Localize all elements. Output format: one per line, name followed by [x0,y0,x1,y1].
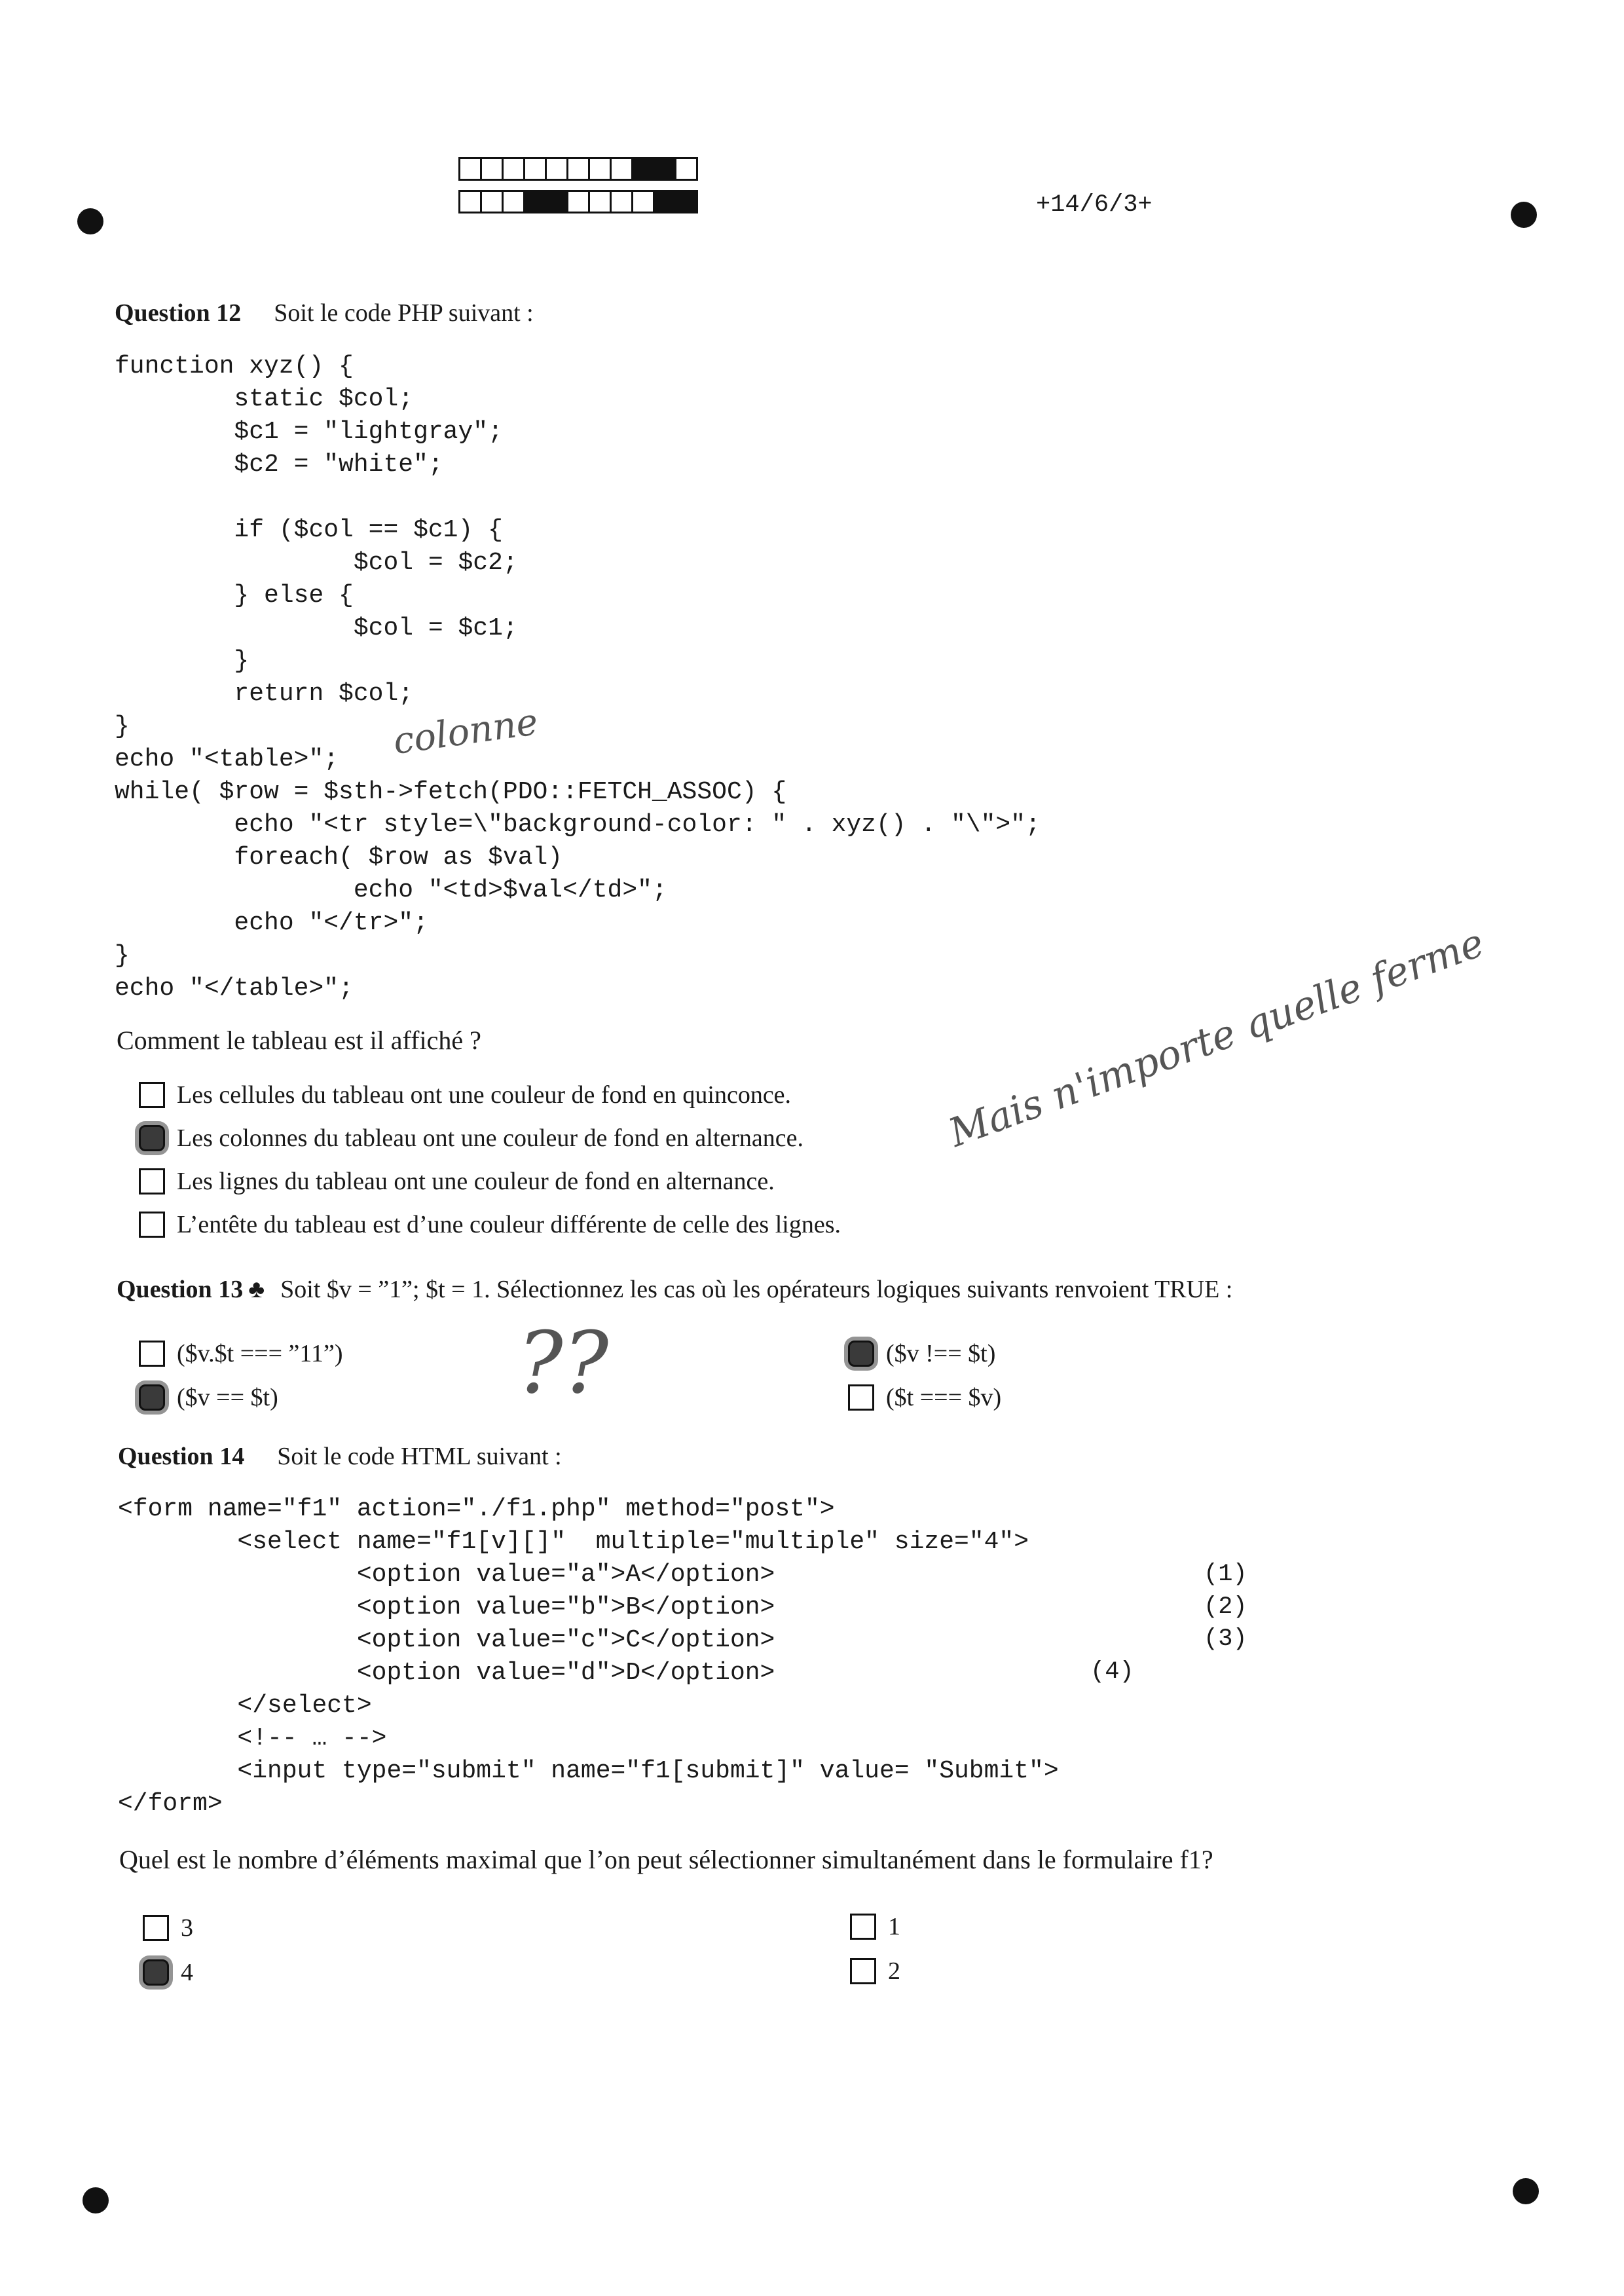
handwritten-question-marks: ?? [517,1313,609,1413]
question-intro: Soit le code PHP suivant : [274,299,534,327]
club-icon: ♣ [248,1276,265,1303]
id-cell-empty [566,190,590,213]
q12-answer-4[interactable] [139,1210,841,1239]
checkbox-checked[interactable] [848,1341,874,1367]
question-14-prompt: Quel est le nombre d’éléments maximal que l’on peut sélectionner simultanément dans le formulaire f1? [119,1845,1213,1874]
q12-answer-3[interactable] [139,1167,775,1196]
id-cell-empty [588,157,612,181]
question-13-header [117,1275,1232,1304]
page-code: +14/6/3+ [1036,191,1153,219]
checkbox-checked[interactable] [139,1384,165,1411]
option-mark-3: (3) [1204,1625,1247,1653]
question-intro: Soit le code HTML suivant : [277,1443,562,1470]
student-id-row-1 [458,157,696,181]
answer-label: 3 [181,1914,193,1942]
handwritten-annotation-colonne: colonne [390,700,541,764]
id-cell-empty [588,190,612,213]
handwritten-annotation-side: Mais n'importe quelle ferme [943,919,1490,1157]
q13-answer-3[interactable] [848,1339,995,1368]
checkbox[interactable] [850,1914,876,1940]
id-cell-empty [458,190,482,213]
checkbox-checked[interactable] [139,1125,165,1151]
answer-label: ($v == $t) [177,1384,278,1411]
php-code-block: function xyz() { static $col; $c1 = "lightgray"; $c2 = "white"; if ($col == $c1) { $col = $c2; } else { $col = $c1; } return $col; } echo "<table>"; while( $row = $sth->fetch(PDO::FETCH_ASSOC) { echo "<tr style=\"background-color: " . xyz() . "\">"; foreach( $row as $val) echo "<td>$val</td>"; echo "</tr>"; } echo "</table>"; [115,352,1041,1003]
q12-answer-2[interactable] [139,1124,803,1153]
q12-answer-1[interactable] [139,1081,791,1109]
checkbox[interactable] [139,1082,165,1108]
question-number: Question 12 [115,299,242,327]
id-cell-filled [653,157,676,181]
checkbox[interactable] [139,1212,165,1238]
answer-label: ($v.$t === ”11”) [177,1340,343,1367]
q13-answer-2[interactable] [139,1383,278,1412]
answer-label: Les cellules du tableau ont une couleur de fond en quinconce. [177,1081,792,1109]
option-mark-2: (2) [1204,1593,1247,1621]
id-cell-empty [610,157,633,181]
answer-label: Les colonnes du tableau ont une couleur de fond en alternance. [177,1124,804,1152]
answer-label: 1 [888,1913,900,1940]
id-cell-filled [674,190,698,213]
answer-label: 4 [181,1959,193,1986]
id-cell-empty [674,157,698,181]
question-number: Question 13 [117,1276,244,1303]
id-cell-empty [566,157,590,181]
question-12-prompt: Comment le tableau est il affiché ? [117,1026,481,1055]
q13-answer-4[interactable] [848,1383,1001,1412]
id-cell-filled [545,190,568,213]
registration-dot-bottom-left [83,2187,109,2213]
q14-answer-2[interactable] [143,1958,193,1987]
question-intro: Soit $v = ”1”; $t = 1. Sélectionnez les cas où les opérateurs logiques suivants renvoient TRUE : [280,1276,1233,1303]
id-cell-filled [523,190,547,213]
id-cell-empty [502,190,525,213]
id-cell-filled [653,190,676,213]
question-number: Question 14 [118,1443,245,1470]
id-cell-empty [523,157,547,181]
id-cell-empty [480,190,504,213]
q14-answer-3[interactable] [850,1912,900,1941]
id-cell-empty [631,190,655,213]
id-cell-empty [480,157,504,181]
answer-label: 2 [888,1957,900,1985]
q13-answer-1[interactable] [139,1339,343,1368]
registration-dot-top-right [1511,202,1537,228]
html-code-block: <form name="f1" action="./f1.php" method="post"> <select name="f1[v][]" multiple="multiple" size="4"> <option value="a">A</option> <option value="b">B</option> <option value="c">C</option> <option value="d">D</option> </select> <!-- … --> <input type="submit" name="f1[submit]" value= "Submit"> </form> [118,1495,1059,1818]
checkbox-checked[interactable] [143,1959,169,1986]
id-cell-filled [631,157,655,181]
answer-label: L’entête du tableau est d’une couleur différente de celle des lignes. [177,1211,841,1238]
registration-dot-top-left [77,208,103,234]
id-cell-empty [502,157,525,181]
registration-dot-bottom-right [1513,2178,1539,2204]
answer-label: Les lignes du tableau ont une couleur de fond en alternance. [177,1168,775,1195]
q14-answer-4[interactable] [850,1957,900,1986]
checkbox[interactable] [143,1915,169,1941]
answer-label: ($t === $v) [886,1384,1002,1411]
question-12-header [115,299,534,327]
checkbox[interactable] [139,1341,165,1367]
checkbox[interactable] [139,1168,165,1194]
option-mark-4: (4) [1090,1658,1134,1686]
option-mark-1: (1) [1204,1561,1247,1588]
checkbox[interactable] [848,1384,874,1411]
checkbox[interactable] [850,1958,876,1984]
id-cell-empty [545,157,568,181]
id-cell-empty [610,190,633,213]
question-14-header [118,1442,562,1471]
student-id-row-2 [458,190,696,213]
answer-label: ($v !== $t) [886,1340,996,1367]
id-cell-empty [458,157,482,181]
q14-answer-1[interactable] [143,1914,193,1942]
